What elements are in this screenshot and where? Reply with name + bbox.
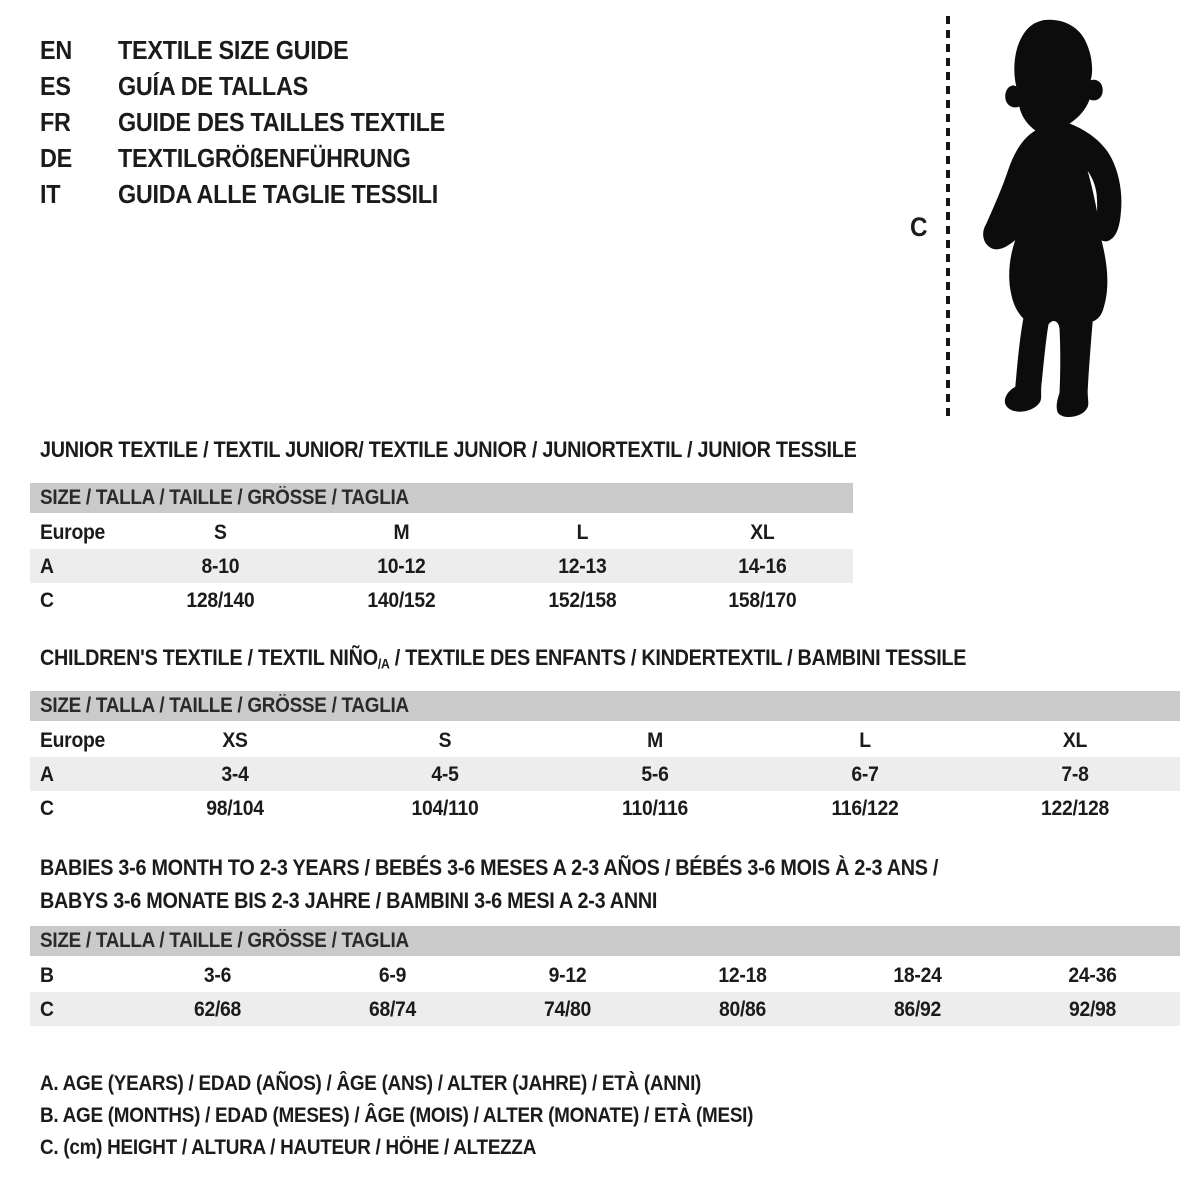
- table-row-europe: Europe XS S M L XL: [40, 727, 1088, 752]
- junior-size-table: [30, 483, 853, 617]
- language-label: GUIDA ALLE TAGLIE TESSILI: [118, 178, 438, 209]
- legend-line-c: C. (cm) HEIGHT / ALTURA / HAUTEUR / HÖHE / ALTEZZA: [40, 1136, 537, 1159]
- children-title-subscript: /A: [377, 656, 390, 672]
- children-size-table: [30, 691, 1180, 825]
- baby-silhouette-icon: [968, 18, 1146, 420]
- language-label: TEXTILE SIZE GUIDE: [118, 34, 349, 65]
- legend-line-b: B. AGE (MONTHS) / EDAD (MESES) / ÂGE (MOIS) / ALTER (MONATE) / ETÀ (MESI): [40, 1104, 754, 1127]
- language-list: [40, 32, 481, 212]
- table-row-height: C 62/68 68/74 74/80 80/86 86/92 92/98: [30, 992, 1180, 1026]
- measure-legend: [40, 1068, 832, 1164]
- language-code: ES: [40, 70, 71, 101]
- language-row-fr: [40, 104, 481, 140]
- legend-line-a: A. AGE (YEARS) / EDAD (AÑOS) / ÂGE (ANS) / ALTER (JAHRE) / ETÀ (ANNI): [40, 1072, 702, 1095]
- babies-section-title-line1: BABIES 3-6 MONTH TO 2-3 YEARS / BEBÉS 3-6 MESES A 2-3 AÑOS / BÉBÉS 3-6 MOIS À 2-3 ANS /: [40, 855, 939, 880]
- table-row-age-years: A 8-10 10-12 12-13 14-16: [30, 549, 853, 583]
- language-row-it: [40, 176, 481, 212]
- table-row-age-months: B 3-6 6-9 9-12 12-18 18-24 24-36: [40, 962, 1117, 987]
- language-label: GUÍA DE TALLAS: [118, 70, 308, 101]
- language-code: FR: [40, 106, 71, 137]
- children-section-title: CHILDREN'S TEXTILE / TEXTIL $NIÑO_{/A}$ / TEXTILE DES ENFANTS / KINDERTEXTIL / BAMBINI TESSILE: [40, 645, 967, 672]
- language-row-es: [40, 68, 481, 104]
- babies-section-title-line2: BABYS 3-6 MONATE BIS 2-3 JAHRE / BAMBINI 3-6 MESI A 2-3 ANNI: [40, 888, 658, 913]
- junior-section-title: JUNIOR TEXTILE / TEXTIL JUNIOR/ TEXTILE JUNIOR / JUNIORTEXTIL / JUNIOR TESSILE: [40, 437, 857, 462]
- language-code: DE: [40, 142, 72, 173]
- height-measure-label: C: [910, 212, 928, 242]
- language-label: GUIDE DES TAILLES TEXTILE: [118, 106, 445, 137]
- height-measure-dotted-line: [946, 16, 950, 416]
- language-label: TEXTILGRÖßENFÜHRUNG: [118, 142, 411, 173]
- language-row-en: [40, 32, 481, 68]
- children-size-header-bar: SIZE / TALLA / TAILLE / GRÖSSE / TAGLIA: [30, 691, 1180, 721]
- table-row-age-years: A 3-4 4-5 5-6 6-7 7-8: [30, 757, 1180, 791]
- table-row-height: C 128/140 140/152 152/158 158/170: [40, 587, 797, 612]
- language-code: EN: [40, 34, 72, 65]
- junior-size-header-bar: SIZE / TALLA / TAILLE / GRÖSSE / TAGLIA: [30, 483, 853, 513]
- babies-size-table: [30, 926, 1180, 1026]
- babies-size-header-bar: SIZE / TALLA / TAILLE / GRÖSSE / TAGLIA: [30, 926, 1180, 956]
- language-code: IT: [40, 178, 61, 209]
- table-row-europe: Europe S M L XL: [40, 519, 775, 544]
- table-row-height: C 98/104 104/110 110/116 116/122 122/128: [40, 795, 1110, 820]
- language-row-de: [40, 140, 481, 176]
